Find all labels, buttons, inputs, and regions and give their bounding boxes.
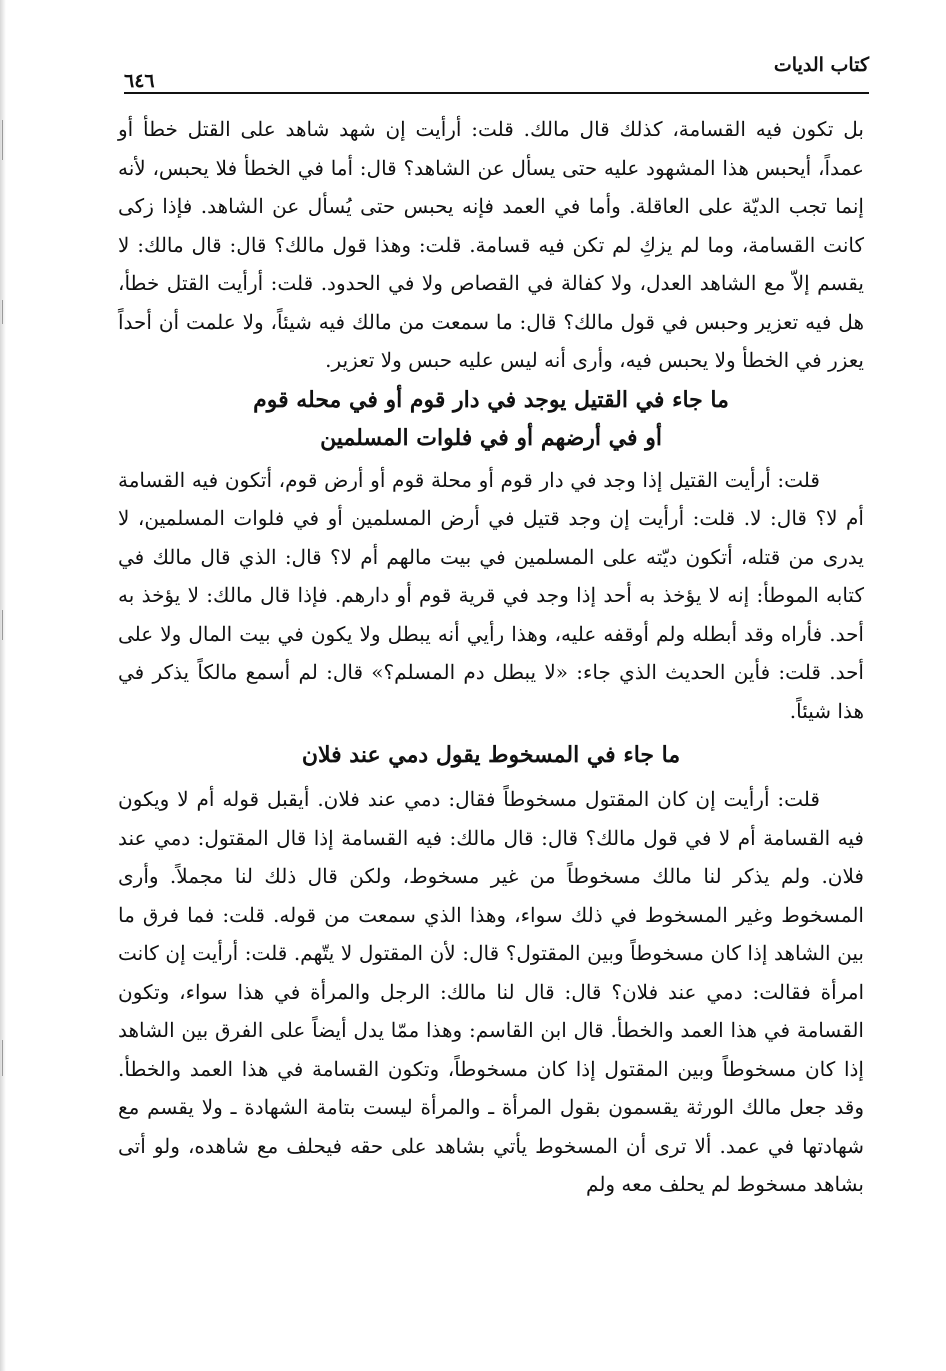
running-head-title: كتاب الديات bbox=[773, 54, 869, 76]
page-body bbox=[118, 110, 864, 1204]
scan-mark bbox=[2, 610, 3, 640]
section-heading-line: أو في أرضهم أو في فلوات المسلمين bbox=[320, 424, 662, 451]
section-heading-maskhut: ما جاء في المسخوط يقول دمي عند فلان bbox=[301, 742, 681, 768]
paragraph-maskhut: قلت: أرأيت إن كان المقتول مسخوطاً فقال: دمي عند فلان. أيقبل قوله أم لا ويكون فيه القسامة أم لا في قول مالك؟ قال: قال مالك: فيه القسامة إذا قال المقتول: دمي عند فلان. ولم يذكر لنا مالك مسخوطاً من غير مسخوط، ولكن قال ذلك لنا مجملاً. وأرى المسخوط وغير المسخوط في ذلك سواء، وهذا الذي سمعت من قوله. قلت: فما فرق ما بين الشاهد إذا كان مسخوطاً وبين المقتول؟ قال: لأن المقتول لا يتّهم. قلت: أرأيت إن كانت امرأة فقالت: دمي عند فلان؟ قال: قال لنا مالك: الرجل والمرأة في هذا سواء، وتكون القسامة في هذا العمد والخطأ. قال ابن القاسم: وهذا ممّا يدل أيضاً على الفرق بين الشاهد إذا كان مسخوطاً وبين المقتول إذا كان مسخوطاً، وتكون القسامة في هذا العمد والخطأ. وقد جعل مالك الورثة يقسمون بقول المرأة ـ والمرأة ليست بتامة الشهادة ـ ولا يقسم مع شهادتها في عمد. ألا ترى أن المسخوط يأتي بشاهد على حقه فيحلف مع شاهده، ولو أتى بشاهد مسخوط لم يحلف معه ولم bbox=[118, 787, 864, 1196]
scan-mark bbox=[2, 1040, 3, 1076]
scan-mark bbox=[2, 300, 3, 324]
scan-edge bbox=[0, 0, 6, 1371]
scan-mark bbox=[2, 120, 3, 160]
page-number: ٦٤٦ bbox=[124, 70, 155, 92]
paragraph-hold-and-penalty: بل تكون فيه القسامة، كذلك قال مالك. قلت: أرأيت إن شهد شاهد على القتل خطأ أو عمداً، أيحبس هذا المشهود عليه حتى يسأل عن الشاهد؟ قال: أما في الخطأ فلا يحبس، لأنه إنما تجب الديّة على العاقلة. وأما في العمد فإنه يحبس حتى يُسأل عن الشاهد. فإذا زكى كانت القسامة، وما لم يزكِ لم تكن فيه قسامة. قلت: وهذا قول مالك؟ قال: قال مالك: لا يقسم إلاّ مع الشاهد العدل، ولا كفالة في القصاص ولا في الحدود. قلت: أرأيت القتل خطأ، هل فيه تعزير وحبس في قول مالك؟ قال: ما سمعت من مالك فيه شيئاً، ولا علمت أن أحداً يعزر في الخطأ ولا يحبس فيه، وأرى أنه ليس عليه حبس ولا تعزير. bbox=[118, 117, 864, 372]
page-header bbox=[124, 50, 869, 96]
section-heading-found-slain bbox=[118, 381, 864, 457]
header-rule bbox=[124, 92, 869, 94]
section-heading-line: ما جاء في القتيل يوجد في دار قوم أو في محله قوم bbox=[253, 386, 729, 413]
paragraph-found-slain: قلت: أرأيت القتيل إذا وجد في دار قوم أو محلة قوم أو أرض قوم، أتكون فيه القسامة أم لا؟ قال: لا. قلت: أرأيت إن وجد قتيل في أرض المسلمين أو في فلوات المسلمين، لا يدرى من قتله، أتكون ديّته على المسلمين في بيت مالهم أم لا؟ قال: الذي قال مالك في كتابه الموطأ: إنه لا يؤخذ به أحد إذا وجد في قرية قوم أو دارهم. فإذا قال مالك: لا يؤخذ به أحد. فأراه وقد أبطله ولم أوقفه عليه، وهذا رأيي أنه يبطل ولا يكون في بيت المال ولا على أحد. قلت: فأين الحديث الذي جاء: «لا يبطل دم المسلم؟» قال: لم أسمع مالكاً يذكر في هذا شيئاً. bbox=[118, 467, 864, 723]
